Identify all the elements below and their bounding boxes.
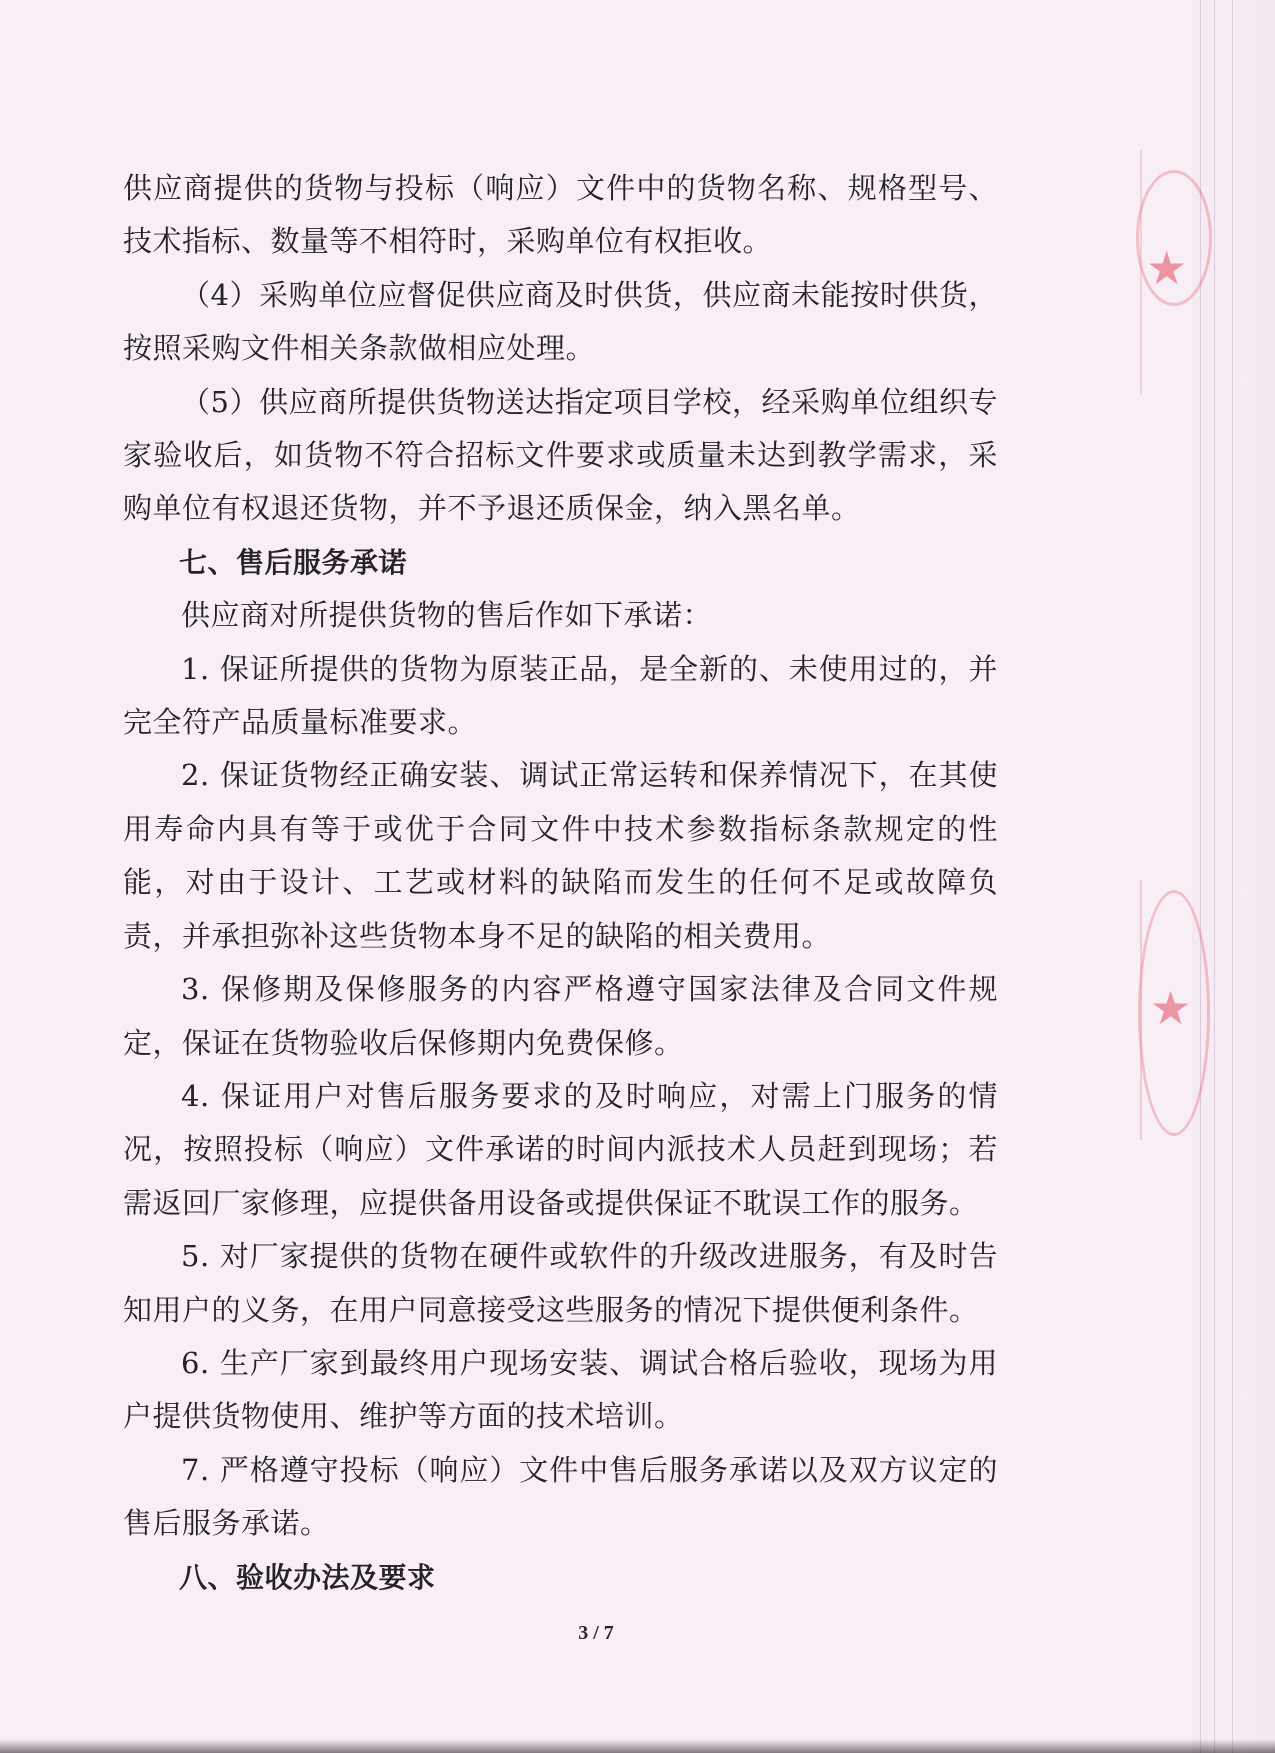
seal-star-icon: ★ (1150, 981, 1192, 1035)
page-edge-line (1200, 0, 1201, 1753)
body-paragraph: （4）采购单位应督促供应商及时供货，供应商未能按时供货，按照采购文件相关条款做相应处理。 (123, 277, 998, 366)
page-edge-line (1214, 0, 1215, 1753)
section-heading: 八、验收办法及要求 (179, 1560, 436, 1594)
document-body (123, 162, 998, 1604)
body-paragraph: 1. 保证所提供的货物为原装正品，是全新的、未使用过的，并完全符产品质量标准要求。 (123, 651, 998, 740)
body-paragraph: （5）供应商所提供货物送达指定项目学校，经采购单位组织专家验收后，如货物不符合招标文件要求或质量未达到教学需求，采购单位有权退还货物，并不予退还质保金，纳入黑名单。 (123, 384, 998, 526)
body-paragraph: 3. 保修期及保修服务的内容严格遵守国家法律及合同文件规定，保证在货物验收后保修期内免费保修。 (123, 972, 998, 1060)
page-number: 3 / 7 (578, 1622, 614, 1644)
body-paragraph: 7. 严格遵守投标（响应）文件中售后服务承诺以及双方议定的售后服务承诺。 (123, 1452, 998, 1541)
body-paragraph: 4. 保证用户对售后服务要求的及时响应，对需上门服务的情况，按照投标（响应）文件承诺的时间内派技术人员赶到现场；若需返回厂家修理，应提供备用设备或提供保证不耽误工作的服务。 (123, 1078, 998, 1220)
body-paragraph: 2. 保证货物经正确安装、调试正常运转和保养情况下，在其使用寿命内具有等于或优于合同文件中技术参数指标条款规定的性能，对由于设计、工艺或材料的缺陷而发生的任何不足或故障负责，并承担弥补这些货物本身不足的缺陷的相关费用。 (123, 758, 998, 953)
body-paragraph: 供应商对所提供货物的售后作如下承诺： (181, 598, 713, 633)
section-heading: 七、售后服务承诺 (179, 545, 408, 579)
body-paragraph: 6. 生产厂家到最终用户现场安装、调试合格后验收，现场为用户提供货物使用、维护等方面的技术培训。 (123, 1345, 998, 1434)
body-paragraph: 供应商提供的货物与投标（响应）文件中的货物名称、规格型号、技术指标、数量等不相符时，采购单位有权拒收。 (123, 171, 998, 259)
seal-star-icon: ★ (1146, 241, 1188, 295)
page-stack-edge (1192, 0, 1275, 1753)
page-edge-line (1232, 0, 1233, 1753)
scan-bottom-shadow (0, 1739, 1275, 1753)
body-paragraph: 5. 对厂家提供的货物在硬件或软件的升级改进服务，有及时告知用户的义务，在用户同意接受这些服务的情况下提供便利条件。 (123, 1239, 998, 1327)
